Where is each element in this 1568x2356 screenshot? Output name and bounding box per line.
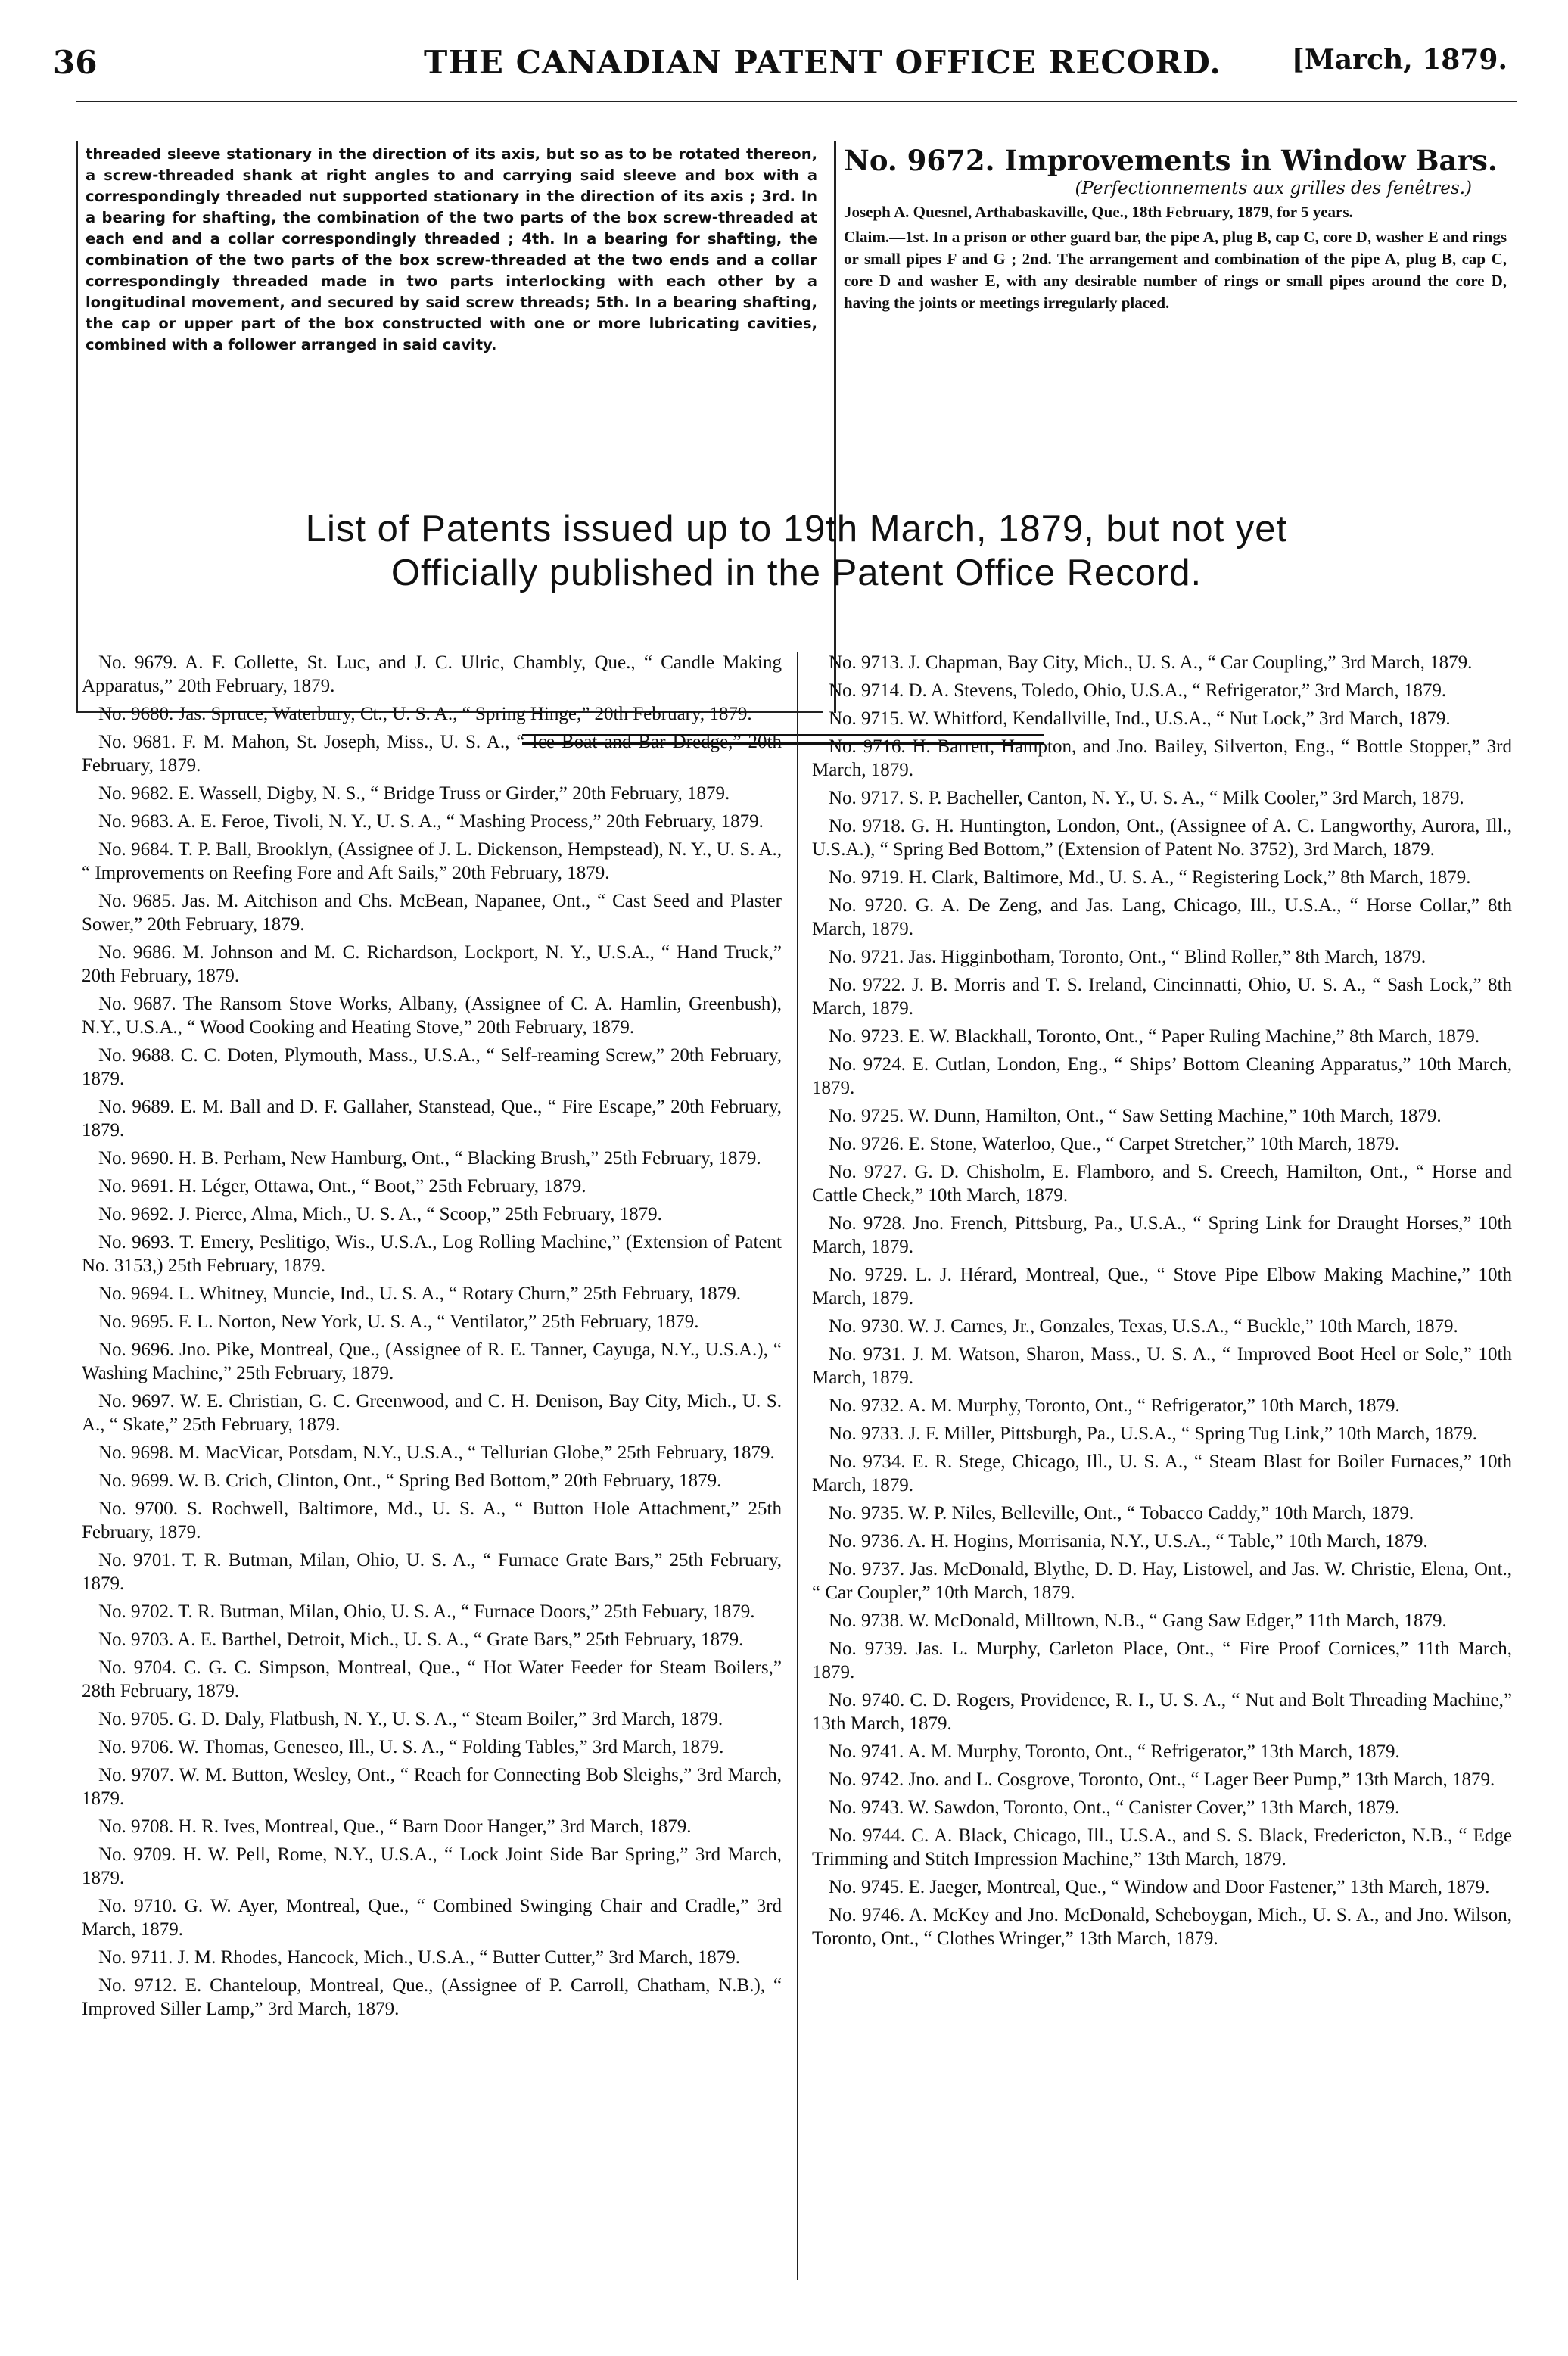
patent-list-entry: No. 9726. E. Stone, Waterloo, Que., “ Carpet Stretcher,” 10th March, 1879. <box>829 1134 1399 1154</box>
patent-list-entry: No. 9730. W. J. Carnes, Jr., Gonzales, Texas, U.S.A., “ Buckle,” 10th March, 1879. <box>829 1316 1458 1337</box>
patent-9672-inventor: Joseph A. Quesnel, Arthabaskaville, Que., 18th February, 1879, for 5 years. <box>844 203 1353 221</box>
patent-list-entry: No. 9690. H. B. Perham, New Hamburg, Ont., “ Blacking Brush,” 25th February, 1879. <box>98 1148 761 1169</box>
patent-list-entry: No. 9711. J. M. Rhodes, Hancock, Mich., U.S.A., “ Butter Cutter,” 3rd March, 1879. <box>98 1947 740 1968</box>
patent-list-entry: No. 9746. A. McKey and Jno. McDonald, Scheboygan, Mich., U. S. A., and Jno. Wilson, Toronto, Ont., “ Clothes Wringer,” 13th March, 1879. <box>812 1905 1512 1949</box>
patent-list-entry: No. 9701. T. R. Butman, Milan, Ohio, U. S. A., “ Furnace Grate Bars,” 25th February, 1879. <box>82 1550 782 1594</box>
patent-list-entry: No. 9682. E. Wassell, Digby, N. S., “ Bridge Truss or Girder,” 20th February, 1879. <box>98 783 730 804</box>
patent-list-entry: No. 9729. L. J. Hérard, Montreal, Que., “ Stove Pipe Elbow Making Machine,” 10th March, 1879. <box>812 1265 1512 1309</box>
patent-list-entry: No. 9685. Jas. M. Aitchison and Chs. McBean, Napanee, Ont., “ Cast Seed and Plaster Sower,” 20th February, 1879. <box>82 891 782 935</box>
patent-list-entry: No. 9700. S. Rochwell, Baltimore, Md., U. S. A., “ Button Hole Attachment,” 25th February, 1879. <box>82 1499 782 1542</box>
patent-list-entry: No. 9743. W. Sawdon, Toronto, Ont., “ Canister Cover,” 13th March, 1879. <box>829 1797 1400 1818</box>
left-column <box>82 651 782 2025</box>
column-separator <box>797 652 798 2280</box>
patent-list-entry: No. 9742. Jno. and L. Cosgrove, Toronto, Ont., “ Lager Beer Pump,” 13th March, 1879. <box>829 1769 1495 1790</box>
page-number: 36 <box>53 44 98 81</box>
patent-list-entry: No. 9725. W. Dunn, Hamilton, Ont., “ Saw Setting Machine,” 10th March, 1879. <box>829 1106 1442 1126</box>
patent-list-entry: No. 9696. Jno. Pike, Montreal, Que., (Assignee of R. E. Tanner, Cayuga, N.Y., U.S.A.), “ Washing Machine,” 25th February, 1879. <box>82 1340 782 1383</box>
patent-list-entry: No. 9716. H. Barrett, Hampton, and Jno. Bailey, Silverton, Eng., “ Bottle Stopper,” 3rd March, 1879. <box>812 736 1512 780</box>
patent-list-entry: No. 9728. Jno. French, Pittsburg, Pa., U.S.A., “ Spring Link for Draught Horses,” 10th March, 1879. <box>812 1213 1512 1257</box>
patent-list-entry: No. 9739. Jas. L. Murphy, Carleton Place, Ont., “ Fire Proof Cornices,” 11th March, 1879. <box>812 1639 1512 1682</box>
patent-9672-claim: Claim.—1st. In a prison or other guard bar, the pipe A, plug B, cap C, core D, washer E and rings or small pipes F and G ; 2nd. The arrangement and combination of the pipe A, plug B, cap C, core D and washer E, with any desirable number of rings or small pipes around the core D, having the joints or meetings irregularly placed. <box>844 228 1507 312</box>
patent-list-entry: No. 9680. Jas. Spruce, Waterbury, Ct., U. S. A., “ Spring Hinge,” 20th February, 1879. <box>98 704 752 724</box>
patent-list-entry: No. 9719. H. Clark, Baltimore, Md., U. S. A., “ Registering Lock,” 8th March, 1879. <box>829 867 1471 888</box>
patent-list-entry: No. 9736. A. H. Hogins, Morrisania, N.Y., U.S.A., “ Table,” 10th March, 1879. <box>829 1531 1428 1551</box>
patent-list-entry: No. 9704. C. G. C. Simpson, Montreal, Que., “ Hot Water Feeder for Steam Boilers,” 28th February, 1879. <box>82 1657 782 1701</box>
patent-list-entry: No. 9720. G. A. De Zeng, and Jas. Lang, Chicago, Ill., U.S.A., “ Horse Collar,” 8th March, 1879. <box>812 895 1512 939</box>
page-header <box>0 44 1568 89</box>
patent-list-entry: No. 9714. D. A. Stevens, Toledo, Ohio, U.S.A., “ Refrigerator,” 3rd March, 1879. <box>829 680 1447 701</box>
journal-title: THE CANADIAN PATENT OFFICE RECORD. <box>424 44 1221 81</box>
patent-list-entry: No. 9684. T. P. Ball, Brooklyn, (Assignee of J. L. Dickenson, Hempstead), N. Y., U. S. A., “ Improvements on Reefing Fore and Aft Sails,” 20th February, 1879. <box>82 839 782 883</box>
header-rule <box>76 101 1517 104</box>
patent-list-entry: No. 9691. H. Léger, Ottawa, Ont., “ Boot,” 25th February, 1879. <box>98 1176 586 1197</box>
patent-list-entry: No. 9732. A. M. Murphy, Toronto, Ont., “ Refrigerator,” 10th March, 1879. <box>829 1396 1400 1416</box>
patent-list-entry: No. 9741. A. M. Murphy, Toronto, Ont., “ Refrigerator,” 13th March, 1879. <box>829 1741 1400 1762</box>
patent-9672-title: Improvements in Window Bars. <box>1004 144 1498 177</box>
patent-list-entry: No. 9734. E. R. Stege, Chicago, Ill., U. S. A., “ Steam Blast for Boiler Furnaces,” 10th March, 1879. <box>812 1452 1512 1495</box>
patent-list-entry: No. 9699. W. B. Crich, Clinton, Ont., “ Spring Bed Bottom,” 20th February, 1879. <box>98 1471 722 1491</box>
patent-list-entry: No. 9712. E. Chanteloup, Montreal, Que., (Assignee of P. Carroll, Chatham, N.B.), “ Improved Siller Lamp,” 3rd March, 1879. <box>82 1975 782 2019</box>
patent-list-entry: No. 9693. T. Emery, Peslitigo, Wis., U.S.A., Log Rolling Machine,” (Extension of Patent No. 3153,) 25th February, 1879. <box>82 1232 782 1276</box>
list-title <box>76 507 1517 595</box>
patent-list-entry: No. 9744. C. A. Black, Chicago, Ill., U.S.A., and S. S. Black, Fredericton, N.B., “ Edge Trimming and Stitch Impression Machine,” 13th March, 1879. <box>812 1825 1512 1869</box>
patent-list-entry: No. 9745. E. Jaeger, Montreal, Que., “ Window and Door Fastener,” 13th March, 1879. <box>829 1877 1490 1897</box>
patent-list-entry: No. 9683. A. E. Feroe, Tivoli, N. Y., U. S. A., “ Mashing Process,” 20th February, 1879. <box>98 811 764 832</box>
top-section <box>76 141 1517 713</box>
patent-list-entry: No. 9721. Jas. Higginbotham, Toronto, Ont., “ Blind Roller,” 8th March, 1879. <box>829 947 1426 967</box>
patent-9672-heading <box>836 141 1517 177</box>
patent-list-entry: No. 9740. C. D. Rogers, Providence, R. I., U. S. A., “ Nut and Bolt Threading Machine,” 13th March, 1879. <box>812 1690 1512 1734</box>
patent-list-entry: No. 9703. A. E. Barthel, Detroit, Mich., U. S. A., “ Grate Bars,” 25th February, 1879. <box>98 1629 744 1650</box>
patent-9672-box <box>834 141 1517 713</box>
patent-list-entry: No. 9687. The Ransom Stove Works, Albany, (Assignee of C. A. Hamlin, Greenbush), N.Y., U.S.A., “ Wood Cooking and Heating Stove,” 20th February, 1879. <box>82 994 782 1038</box>
patent-list-entry: No. 9705. G. D. Daly, Flatbush, N. Y., U. S. A., “ Steam Boiler,” 3rd March, 1879. <box>98 1709 723 1729</box>
previous-claim-text: threaded sleeve stationary in the direction of its axis, but so as to be rotated thereon, a screw-threaded shank at right angles to and carrying said sleeve and box with a correspondingly threaded nut supported stationary in the direction of its axis ; 3rd. In a bearing for shafting, the combination of the two parts of the box screw-threaded at each end and a collar correspondingly threaded ; 4th. In a bearing for shafting, the combination of the two parts of the box screw-threaded at the two ends and a collar correspondingly threaded made in two parts interlocking with each other by a longitudinal movement, and secured by said screw threads; 5th. In a bearing shafting, the cap or upper part of the box constructed with one or more lubricating cavities, combined with a follower arranged in said cavity. <box>86 145 817 353</box>
previous-claim-box <box>76 141 823 713</box>
patent-list-entry: No. 9735. W. P. Niles, Belleville, Ont., “ Tobacco Caddy,” 10th March, 1879. <box>829 1503 1414 1523</box>
patent-list-entry: No. 9689. E. M. Ball and D. F. Gallaher, Stanstead, Que., “ Fire Escape,” 20th February, 1879. <box>82 1097 782 1141</box>
patent-list-entry: No. 9731. J. M. Watson, Sharon, Mass., U. S. A., “ Improved Boot Heel or Sole,” 10th March, 1879. <box>812 1344 1512 1388</box>
issue-date: [March, 1879. <box>1291 44 1507 76</box>
patent-list-entry: No. 9737. Jas. McDonald, Blythe, D. D. Hay, Listowel, and Jas. W. Christie, Elena, Ont., “ Car Coupler,” 10th March, 1879. <box>812 1559 1512 1603</box>
patent-list-entry: No. 9697. W. E. Christian, G. C. Greenwood, and C. H. Denison, Bay City, Mich., U. S. A., “ Skate,” 25th February, 1879. <box>82 1391 782 1435</box>
patent-list-entry: No. 9733. J. F. Miller, Pittsburgh, Pa., U.S.A., “ Spring Tug Link,” 10th March, 1879. <box>829 1424 1477 1444</box>
patent-list-entry: No. 9738. W. McDonald, Milltown, N.B., “ Gang Saw Edger,” 11th March, 1879. <box>829 1611 1447 1631</box>
patent-list-entry: No. 9710. G. W. Ayer, Montreal, Que., “ Combined Swinging Chair and Cradle,” 3rd March, 1879. <box>82 1896 782 1940</box>
patent-list-entry: No. 9709. H. W. Pell, Rome, N.Y., U.S.A., “ Lock Joint Side Bar Spring,” 3rd March, 1879. <box>82 1844 782 1888</box>
patent-list-entry: No. 9686. M. Johnson and M. C. Richardson, Lockport, N. Y., U.S.A., “ Hand Truck,” 20th February, 1879. <box>82 942 782 986</box>
right-column <box>812 651 1512 1955</box>
patent-list-entry: No. 9707. W. M. Button, Wesley, Ont., “ Reach for Connecting Bob Sleighs,” 3rd March, 1879. <box>82 1765 782 1809</box>
patent-list-entry: No. 9681. F. M. Mahon, St. Joseph, Miss., U. S. A., “ Ice Boat and Bar Dredge,” 20th February, 1879. <box>82 732 782 776</box>
patent-list-entry: No. 9692. J. Pierce, Alma, Mich., U. S. A., “ Scoop,” 25th February, 1879. <box>98 1204 662 1225</box>
patent-list-entry: No. 9694. L. Whitney, Muncie, Ind., U. S. A., “ Rotary Churn,” 25th February, 1879. <box>98 1284 741 1304</box>
list-title-line-1: List of Patents issued up to 19th March, 1879, but not yet <box>305 509 1288 549</box>
patent-list-entry: No. 9679. A. F. Collette, St. Luc, and J. C. Ulric, Chambly, Que., “ Candle Making Apparatus,” 20th February, 1879. <box>82 652 782 696</box>
patent-list-entry: No. 9708. H. R. Ives, Montreal, Que., “ Barn Door Hanger,” 3rd March, 1879. <box>98 1816 692 1837</box>
patent-list-entry: No. 9727. G. D. Chisholm, E. Flamboro, and S. Creech, Hamilton, Ont., “ Horse and Cattle Check,” 10th March, 1879. <box>812 1162 1512 1206</box>
patent-list-entry: No. 9702. T. R. Butman, Milan, Ohio, U. S. A., “ Furnace Doors,” 25th Febuary, 1879. <box>98 1601 755 1622</box>
patent-list-entry: No. 9695. F. L. Norton, New York, U. S. A., “ Ventilator,” 25th February, 1879. <box>98 1312 699 1332</box>
patent-list-entry: No. 9698. M. MacVicar, Potsdam, N.Y., U.S.A., “ Tellurian Globe,” 25th February, 1879. <box>98 1443 775 1463</box>
patent-list-entry: No. 9715. W. Whitford, Kendallville, Ind., U.S.A., “ Nut Lock,” 3rd March, 1879. <box>829 708 1451 729</box>
patent-list-entry: No. 9722. J. B. Morris and T. S. Ireland, Cincinnatti, Ohio, U. S. A., “ Sash Lock,” 8th March, 1879. <box>812 975 1512 1019</box>
list-title-line-2: Officially published in the Patent Office Record. <box>390 552 1202 593</box>
patent-9672-title-fr: (Perfectionnements aux grilles des fenêtres.) <box>1075 179 1472 198</box>
patent-list-entry: No. 9724. E. Cutlan, London, Eng., “ Ships’ Bottom Cleaning Apparatus,” 10th March, 1879. <box>812 1054 1512 1098</box>
patent-list-entry: No. 9717. S. P. Bacheller, Canton, N. Y., U. S. A., “ Milk Cooler,” 3rd March, 1879. <box>829 788 1464 808</box>
patent-list-entry: No. 9718. G. H. Huntington, London, Ont., (Assignee of A. C. Langworthy, Aurora, Ill., U.S.A.), “ Spring Bed Bottom,” (Extension of Patent No. 3752), 3rd March, 1879. <box>812 816 1512 860</box>
patent-list-entry: No. 9713. J. Chapman, Bay City, Mich., U. S. A., “ Car Coupling,” 3rd March, 1879. <box>829 652 1473 673</box>
patent-9672-number: No. 9672. <box>844 144 995 177</box>
patent-list-entry: No. 9688. C. C. Doten, Plymouth, Mass., U.S.A., “ Self-reaming Screw,” 20th February, 1879. <box>82 1045 782 1089</box>
patent-list-entry: No. 9723. E. W. Blackhall, Toronto, Ont., “ Paper Ruling Machine,” 8th March, 1879. <box>829 1026 1480 1047</box>
patent-list-entry: No. 9706. W. Thomas, Geneseo, Ill., U. S. A., “ Folding Tables,” 3rd March, 1879. <box>98 1737 724 1757</box>
